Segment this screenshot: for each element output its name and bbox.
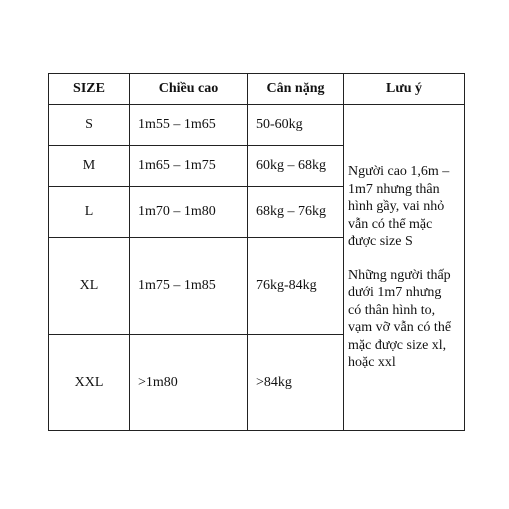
weight-cell: 60kg – 68kg — [248, 146, 344, 187]
weight-cell: 50-60kg — [248, 105, 344, 146]
weight-cell: >84kg — [248, 335, 344, 431]
header-row — [49, 74, 465, 105]
note-cell — [344, 105, 465, 431]
size-chart-table — [48, 73, 465, 431]
size-cell: M — [49, 146, 130, 187]
note-paragraph-1: Người cao 1,6m – 1m7 nhưng thân hình gầy, vai nhỏ vẫn có thể mặc được size S — [348, 164, 450, 250]
size-cell: L — [49, 187, 130, 238]
table-row — [49, 105, 465, 146]
weight-cell: 76kg-84kg — [248, 238, 344, 335]
note-paragraph-2: Những người thấp dưới 1m7 nhưng có thân hình to, vạm vỡ vẫn có thể mặc được size xl, hoặc xxl — [348, 267, 452, 371]
header-height: Chiều cao — [130, 74, 248, 105]
size-cell: XL — [49, 238, 130, 335]
weight-cell: 68kg – 76kg — [248, 187, 344, 238]
height-cell: 1m65 – 1m75 — [130, 146, 248, 187]
header-size: SIZE — [49, 74, 130, 105]
height-cell: 1m70 – 1m80 — [130, 187, 248, 238]
height-cell: >1m80 — [130, 335, 248, 431]
height-cell: 1m75 – 1m85 — [130, 238, 248, 335]
size-cell: S — [49, 105, 130, 146]
header-note: Lưu ý — [344, 74, 465, 105]
size-cell: XXL — [49, 335, 130, 431]
header-weight: Cân nặng — [248, 74, 344, 105]
height-cell: 1m55 – 1m65 — [130, 105, 248, 146]
